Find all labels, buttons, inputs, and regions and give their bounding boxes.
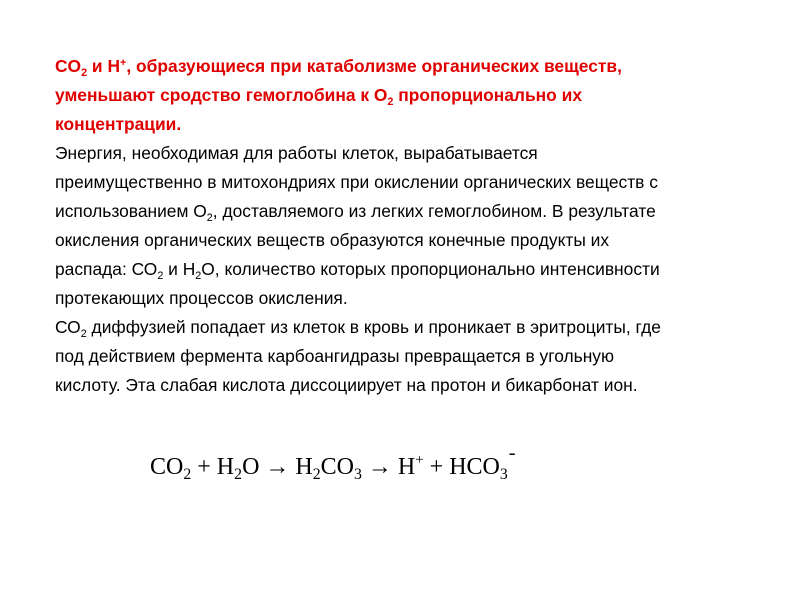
text-line	[55, 139, 770, 168]
text-line	[55, 284, 770, 313]
equation-term: CO	[150, 454, 184, 480]
text-run: под действием фермента карбоангидразы превращается в угольную	[55, 346, 615, 366]
text-run: СО	[55, 317, 81, 337]
text-run: использованием О	[55, 201, 207, 221]
text-line	[55, 52, 770, 81]
paragraph-highlight	[55, 52, 770, 139]
subscript: 2	[80, 327, 87, 340]
text-line	[55, 313, 770, 342]
equation-term: CO	[320, 454, 354, 480]
text-run: , доставляемого из легких гемоглобином. В результате	[212, 201, 656, 221]
text-run: уменьшают сродство гемоглобина к О	[55, 85, 388, 105]
text-run: преимущественно в митохондриях при окислении органических веществ с	[55, 172, 658, 192]
text-run: концентрации.	[55, 114, 182, 134]
text-run: диффузией попадает из клеток в кровь и проникает в эритроциты, где	[86, 317, 661, 337]
subscript: 2	[387, 95, 394, 108]
text-line	[55, 168, 770, 197]
subscript: 2	[195, 269, 202, 282]
subscript: 2	[206, 211, 213, 224]
text-run: О, количество которых пропорционально интенсивности	[201, 259, 660, 279]
text-run: кислоту. Эта слабая кислота диссоциирует на протон и бикарбонат ион.	[55, 375, 638, 395]
subscript: 2	[234, 466, 243, 484]
superscript: +	[120, 57, 127, 70]
text-run: протекающих процессов окисления.	[55, 288, 348, 308]
text-line	[55, 371, 770, 400]
text-run: и Н	[163, 259, 196, 279]
paragraph-diffusion	[55, 313, 770, 400]
text-run: , образующиеся при катаболизме органических веществ,	[126, 56, 622, 76]
text-line	[55, 81, 770, 110]
text-run: CO	[55, 56, 82, 76]
subscript: 3	[499, 466, 508, 484]
text-run: Энергия, необходимая для работы клеток, вырабатывается	[55, 143, 538, 163]
subscript: 2	[312, 466, 321, 484]
text-run: распада: СО	[55, 259, 158, 279]
subscript: 2	[81, 66, 88, 79]
text-run: окисления органических веществ образуются конечные продукты их	[55, 230, 610, 250]
subscript: 2	[183, 466, 192, 484]
equation-term: + H	[191, 454, 235, 480]
text-line	[55, 197, 770, 226]
text-run: и Н	[87, 56, 121, 76]
text-run: пропорционально их	[393, 85, 582, 105]
charge-superscript: -	[508, 441, 516, 464]
text-line	[55, 342, 770, 371]
chemical-equation	[150, 441, 516, 484]
equation-term: → H	[361, 454, 416, 480]
text-line	[55, 226, 770, 255]
superscript: +	[415, 452, 424, 469]
text-line	[55, 110, 770, 139]
paragraph-energy	[55, 139, 770, 313]
subscript: 3	[354, 466, 362, 484]
text-line	[55, 255, 770, 284]
equation-term: + HCO	[423, 454, 500, 480]
slide-text	[55, 52, 770, 400]
subscript: 2	[157, 269, 164, 282]
equation-term: O → H	[242, 454, 313, 480]
